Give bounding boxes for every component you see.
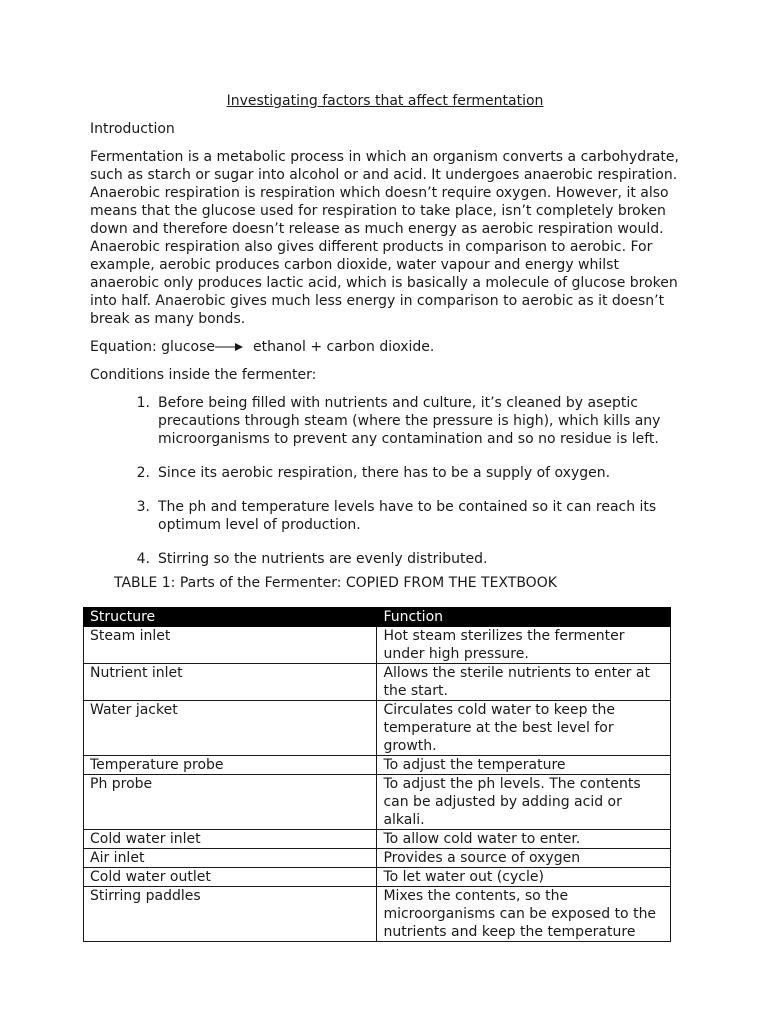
structure-cell: Steam inlet [84,627,377,664]
table-row [84,849,671,868]
intro-heading: Introduction [90,121,175,137]
table-row [84,627,671,664]
list-text: Before being filled with nutrients and culture, it’s cleaned by aseptic precautions through steam (where the pressure is high), which kills any microorganisms to prevent any contamination and so no residue is left. [158,395,661,447]
document-body [90,92,680,600]
equation-products: ethanol + carbon dioxide. [253,339,435,355]
equation-line [90,338,680,356]
conditions-list [90,394,680,568]
table-row [84,887,671,942]
list-item [90,498,680,534]
function-cell: Circulates cold water to keep the temperature at the best level for growth. [377,701,671,756]
function-cell: Provides a source of oxygen [377,849,671,868]
structure-cell: Water jacket [84,701,377,756]
list-number: 2. [136,465,150,481]
function-cell: Allows the sterile nutrients to enter at the start. [377,664,671,701]
list-number: 1. [136,395,150,411]
table-caption: TABLE 1: Parts of the Fermenter: COPIED FROM THE TEXTBOOK [114,575,557,591]
intro-paragraph: Fermentation is a metabolic process in which an organism converts a carbohydrate, such as starch or sugar into alcohol or and acid. It undergoes anaerobic respiration. Anaerobic respiration is respiration which doesn’t require oxygen. However, it also means that the glucose used for respiration to take place, isn’t completely broken down and therefore doesn’t release as much energy as aerobic respiration would. Anaerobic respiration also gives different products in comparison to aerobic. For example, aerobic produces carbon dioxide, water vapour and energy whilst anaerobic only produces lactic acid, which is basically a molecule of glucose broken into half. Anaerobic gives much less energy in comparison to aerobic as it doesn’t break as many bonds. [90,149,679,327]
structure-cell: Air inlet [84,849,377,868]
list-number: 3. [136,499,150,515]
function-cell: To adjust the temperature [377,756,671,775]
table-row [84,756,671,775]
function-cell: Mixes the contents, so the microorganisms can be exposed to the nutrients and keep the temperature [377,887,671,942]
right-arrow-icon [215,342,243,352]
list-text: Stirring so the nutrients are evenly distributed. [158,551,488,567]
table-row [84,868,671,887]
table-row [84,830,671,849]
structure-cell: Nutrient inlet [84,664,377,701]
fermenter-parts-table [83,607,671,942]
list-text: Since its aerobic respiration, there has to be a supply of oxygen. [158,465,611,481]
column-header-function: Function [377,608,671,627]
table-header-row [84,608,671,627]
function-cell: To let water out (cycle) [377,868,671,887]
list-number: 4. [136,551,150,567]
equation-prefix: Equation: glucose [90,339,215,355]
document-title: Investigating factors that affect fermentation [226,93,544,109]
table-row [84,701,671,756]
structure-cell: Cold water inlet [84,830,377,849]
structure-cell: Stirring paddles [84,887,377,942]
function-cell: To allow cold water to enter. [377,830,671,849]
structure-cell: Temperature probe [84,756,377,775]
table-row [84,664,671,701]
list-item [90,550,680,568]
function-cell: Hot steam sterilizes the fermenter under high pressure. [377,627,671,664]
structure-cell: Ph probe [84,775,377,830]
list-item [90,394,680,448]
structure-cell: Cold water outlet [84,868,377,887]
column-header-structure: Structure [84,608,377,627]
list-item [90,464,680,482]
function-cell: To adjust the ph levels. The contents can be adjusted by adding acid or alkali. [377,775,671,830]
conditions-heading: Conditions inside the fermenter: [90,367,317,383]
table-row [84,775,671,830]
list-text: The ph and temperature levels have to be contained so it can reach its optimum level of production. [158,499,657,533]
